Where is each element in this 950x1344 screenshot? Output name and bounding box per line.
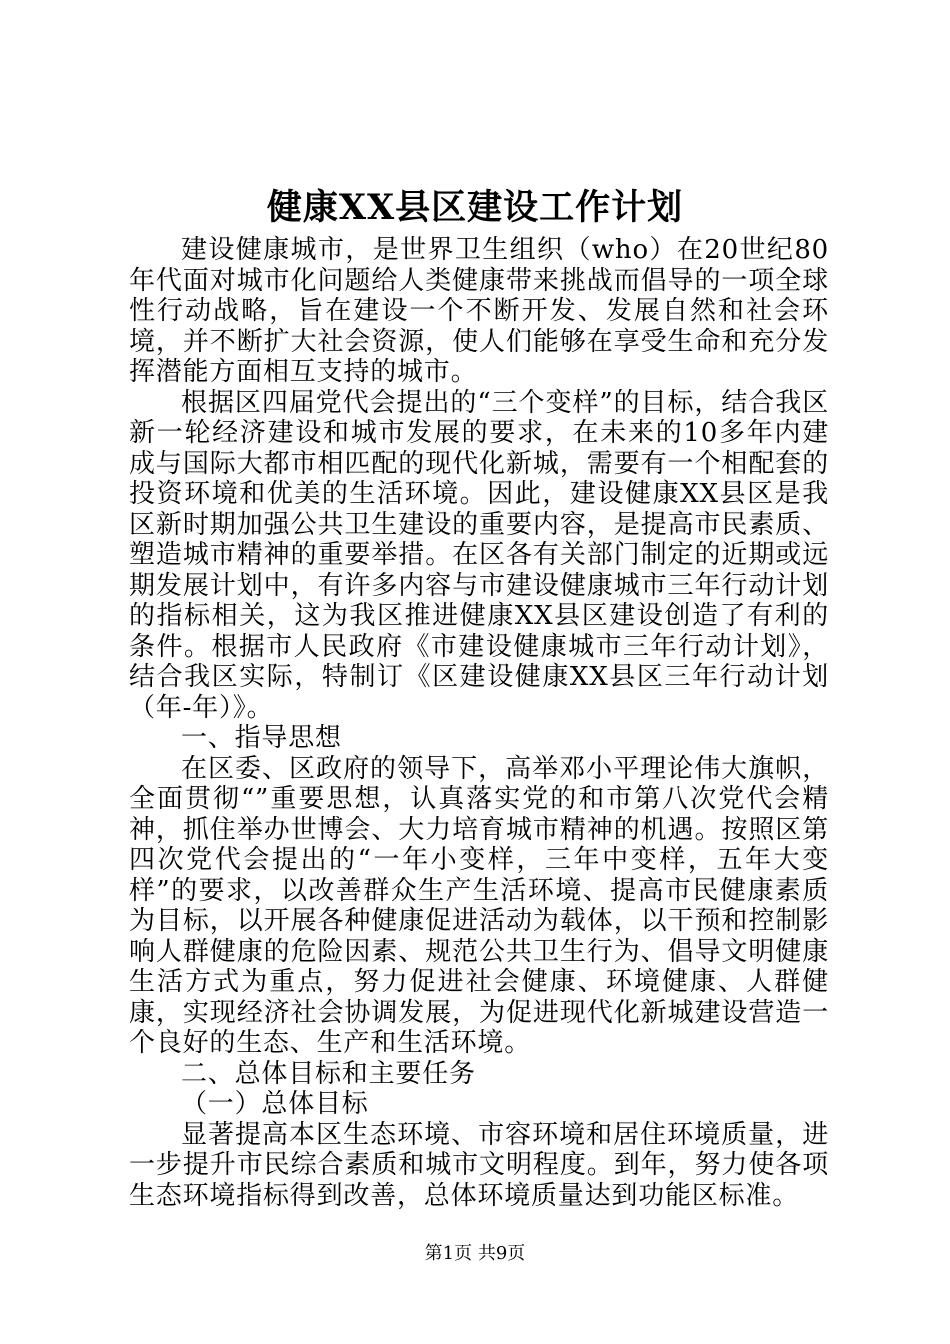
document-body	[129, 235, 829, 1211]
paragraph-intro: 建设健康城市，是世界卫生组织（who）在20世纪80年代面对城市化问题给人类健康带来挑战而倡导的一项全球性行动战略，旨在建设一个不断开发、发展自然和社会环境，并不断扩大社会资源，使人们能够在享受生命和充分发挥潜能方面相互支持的城市。	[129, 235, 829, 387]
section-heading-guiding-thought: 一、指导思想	[181, 723, 342, 753]
document-title: 健康XX县区建设工作计划	[266, 187, 684, 228]
paragraph-background: 根据区四届党代会提出的“三个变样”的目标，结合我区新一轮经济建设和城市发展的要求，在未来的10多年内建成与国际大都市相匹配的现代化新城，需要有一个相配套的投资环境和优美的生活环境。因此，建设健康XX县区是我区新时期加强公共卫生建设的重要内容，是提高市民素质、塑造城市精神的重要举措。在区各有关部门制定的近期或远期发展计划中，有许多内容与市建设健康城市三年行动计划的指标相关，这为我区推进健康XX县区建设创造了有利的条件。根据市人民政府《市建设健康城市三年行动计划》，结合我区实际，特制订《区建设健康XX县区三年行动计划（年-年）》。	[129, 387, 829, 723]
section-heading-goals-tasks: 二、总体目标和主要任务	[181, 1058, 476, 1089]
paragraph-overall-goal: 显著提高本区生态环境、市容环境和居住环境质量，进一步提升市民综合素质和城市文明程度。到年，努力使各项生态环境指标得到改善，总体环境质量达到功能区标准。	[129, 1119, 829, 1211]
page-number-footer: 第1页 共9页	[424, 1243, 526, 1264]
paragraph-guiding-thought: 在区委、区政府的领导下，高举邓小平理论伟大旗帜，全面贯彻“”重要思想，认真落实党的和市第八次党代会精神，抓住举办世博会、大力培育城市精神的机遇。按照区第四次党代会提出的“一年小变样，三年中变样，五年大变样”的要求，以改善群众生产生活环境、提高市民健康素质为目标，以开展各种健康促进活动为载体，以干预和控制影响人群健康的危险因素、规范公共卫生行为、倡导文明健康生活方式为重点，努力促进社会健康、环境健康、人群健康，实现经济社会协调发展，为促进现代化新城建设营造一个良好的生态、生产和生活环境。	[129, 753, 829, 1058]
subsection-heading-overall-goal: （一）总体目标	[181, 1089, 369, 1119]
